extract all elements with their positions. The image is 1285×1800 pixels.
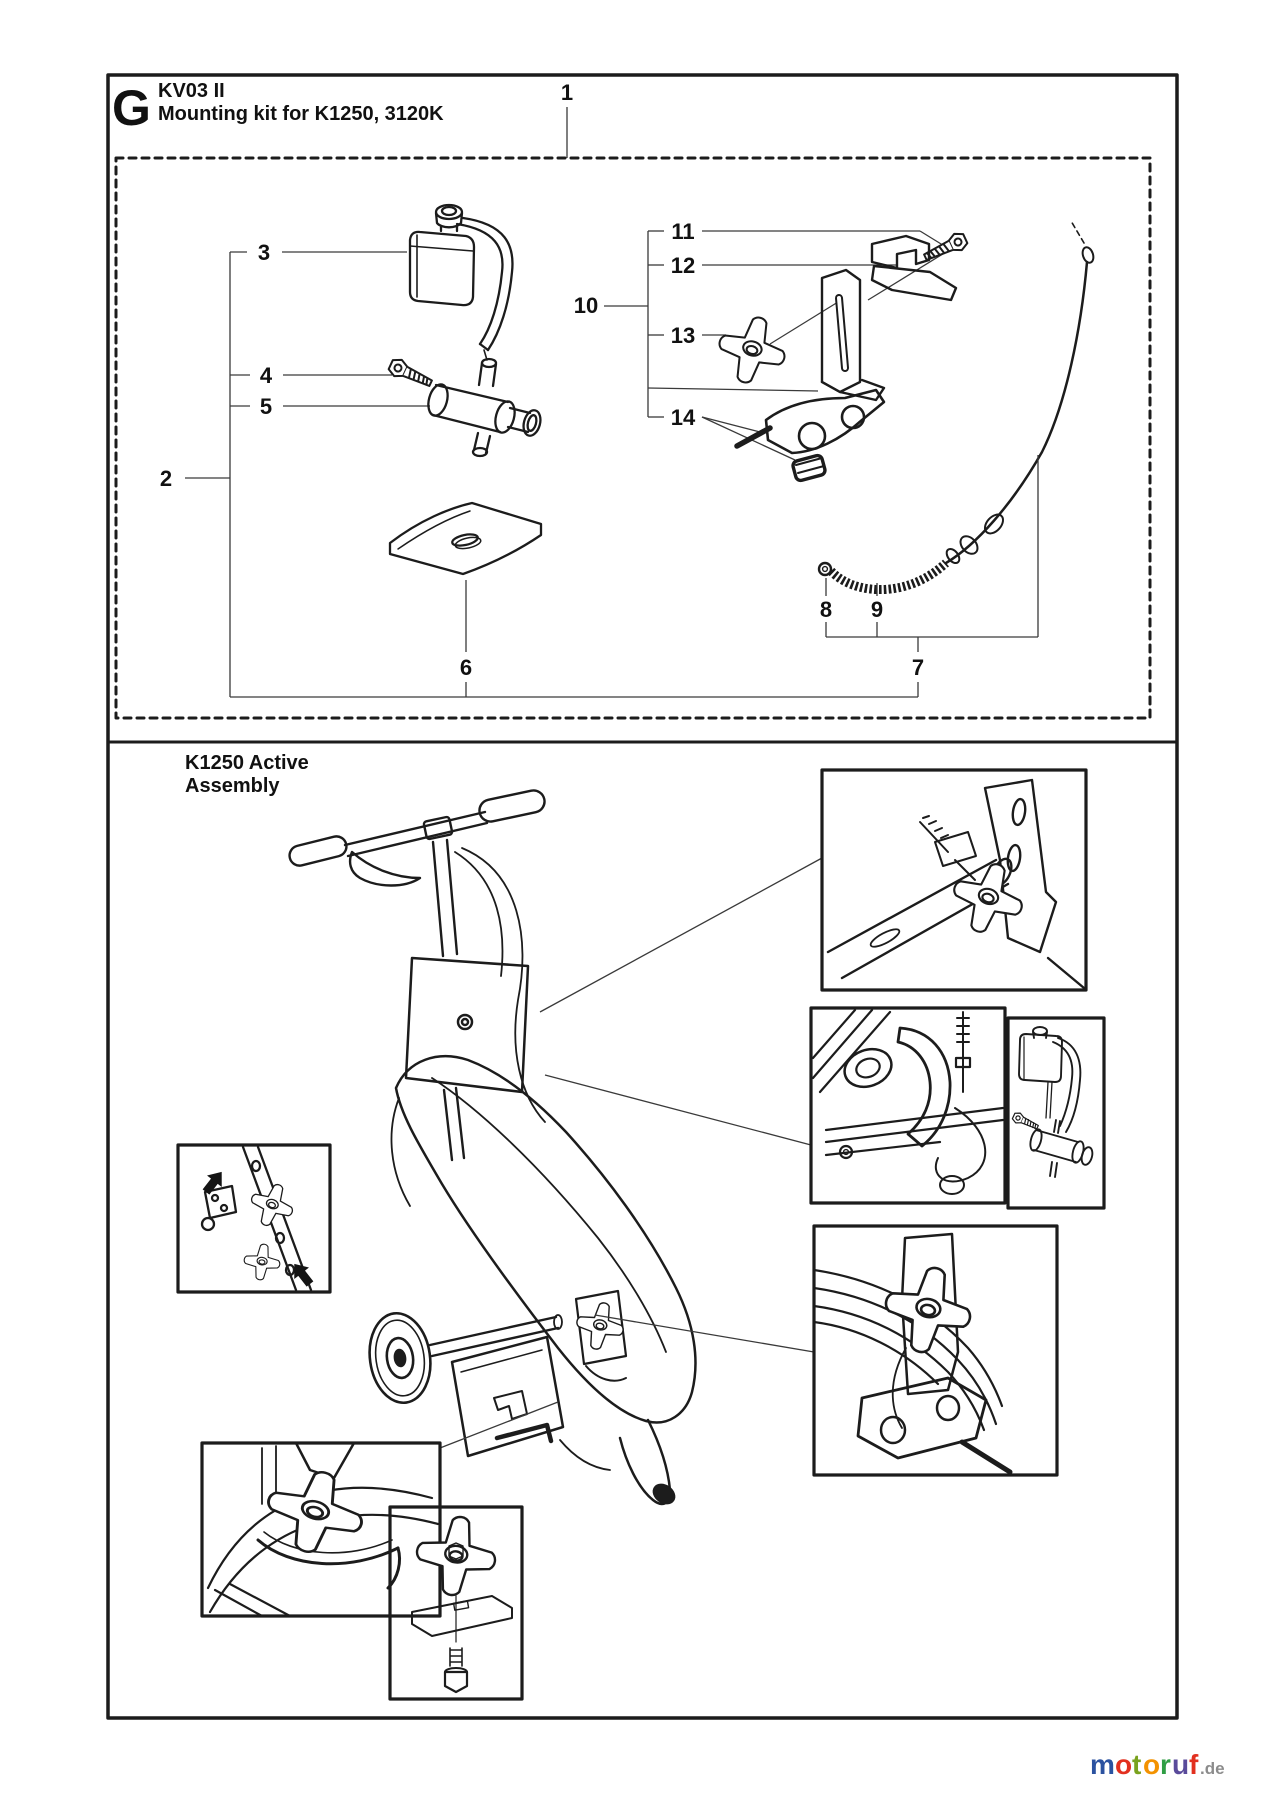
callout-2: 2	[159, 466, 173, 491]
callout-12: 12	[670, 253, 696, 278]
logo-letter-u[interactable]: u	[1172, 1749, 1190, 1780]
kit-code: KV03 II	[158, 80, 225, 102]
callout-8: 8	[819, 597, 833, 622]
callout-6: 6	[459, 655, 473, 680]
callout-7: 7	[911, 655, 925, 680]
callout-4: 4	[259, 363, 273, 388]
inset-leader-lines	[440, 858, 822, 1448]
part-rubber-foot	[792, 454, 826, 481]
inset-frame-clamp-content	[813, 1010, 1003, 1194]
part-support-plate	[390, 503, 541, 574]
inset-guard-knob-content	[814, 1234, 1010, 1472]
logo-letter-o1[interactable]: o	[1115, 1749, 1133, 1780]
bracket-7-8-9	[826, 455, 1038, 637]
assembly-title-line2: Assembly	[185, 775, 280, 797]
section-letter: G	[112, 80, 151, 136]
cable-spring	[831, 563, 946, 590]
inset-knob-on-guard-content	[208, 1443, 438, 1616]
callout-11: 11	[671, 219, 695, 244]
callout-13: 13	[670, 323, 696, 348]
bracket-2	[185, 252, 918, 697]
inset-box-handlebar-clamp	[822, 770, 1086, 990]
body-knob-assembly	[572, 1291, 628, 1381]
kit-title: Mounting kit for K1250, 3120K	[158, 103, 444, 125]
inset-box-tank	[1008, 1018, 1104, 1208]
bracket-10	[604, 231, 946, 460]
page-border	[108, 75, 1177, 1718]
part-water-tank	[410, 205, 512, 360]
part-throttle-cable	[819, 221, 1095, 590]
callout-10: 10	[573, 293, 599, 318]
part-water-valve	[425, 359, 543, 456]
cart-mount-plate	[406, 958, 528, 1092]
machine-body	[391, 1056, 695, 1507]
callout-14: 14	[670, 405, 696, 430]
cart-stem	[433, 840, 464, 1160]
assembly-title-line1: K1250 Active	[185, 752, 309, 774]
logo-letter-m[interactable]: m	[1090, 1749, 1115, 1780]
callout-5: 5	[259, 394, 273, 419]
part-knob-13	[711, 309, 793, 391]
logo-letter-r[interactable]: r	[1160, 1749, 1171, 1780]
cart-handlebar	[287, 788, 546, 885]
logo-letter-t[interactable]: t	[1132, 1749, 1142, 1780]
part-slotted-bracket	[822, 270, 884, 400]
inset-box-guard-knob	[814, 1226, 1057, 1475]
part-screw-4	[387, 356, 434, 391]
inset-tank-content	[1011, 1027, 1094, 1177]
inset-handlebar-clamp-content	[828, 780, 1084, 988]
callout-1: 1	[560, 80, 574, 105]
inset-box-left	[178, 1145, 330, 1292]
callout-3: 3	[257, 240, 271, 265]
logo-letter-f[interactable]: f	[1189, 1749, 1199, 1780]
logo-suffix[interactable]: .de	[1200, 1759, 1225, 1778]
inset-left-content	[199, 1147, 318, 1290]
cart-drawing	[287, 788, 695, 1506]
cart-cable	[462, 848, 545, 1122]
callout-9: 9	[870, 597, 884, 622]
logo-letter-o2[interactable]: o	[1143, 1749, 1161, 1780]
motoruf-logo[interactable]	[1090, 1749, 1225, 1780]
cart-tray	[452, 1337, 563, 1456]
kit-dashed-box	[116, 158, 1150, 718]
inset-exploded-knob-content	[412, 1512, 512, 1692]
